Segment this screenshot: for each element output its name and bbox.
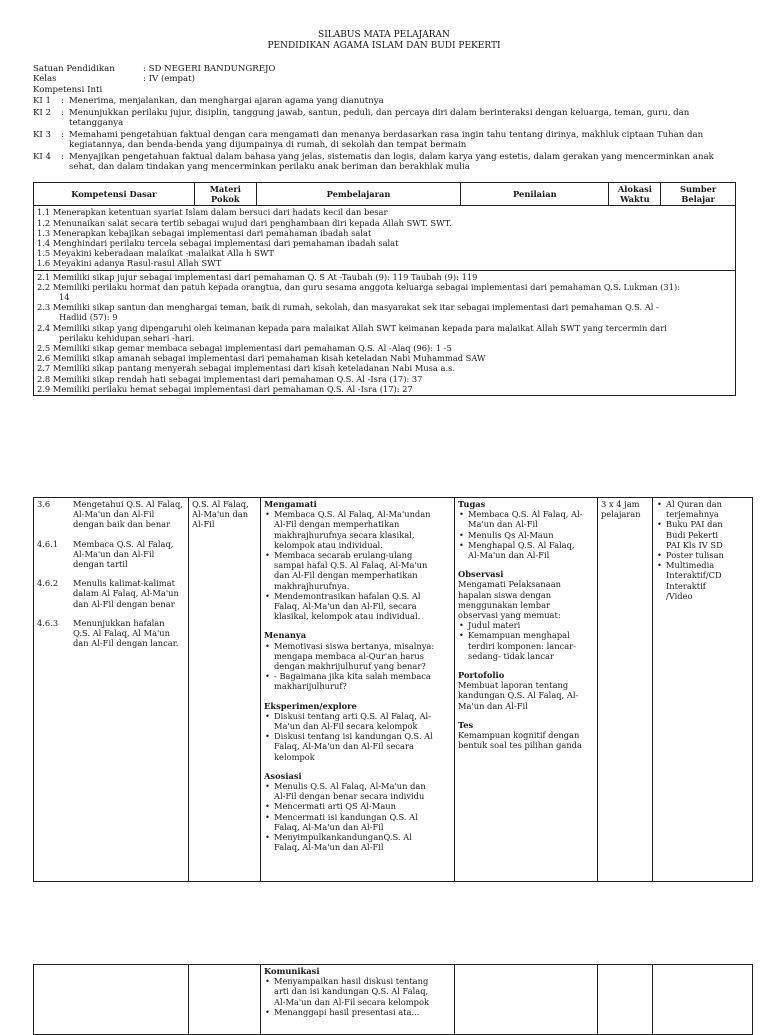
kd-line: Al-Ma'un dan Al-Fil [73, 548, 155, 559]
sumber-line: • Poster tulisan [666, 550, 724, 561]
penilaian-line: Al-Ma'un dan Al-Fil [468, 550, 550, 561]
pembelajaran-list-item [274, 711, 451, 731]
penilaian-line: terdiri komponen: lancar- [468, 640, 576, 651]
kd-text [73, 578, 179, 609]
spacer [264, 692, 451, 701]
materi-line: Al-Ma'un dan [192, 509, 249, 520]
pembelajaran-line: • Mencermati arti QS Al-Maun [274, 801, 396, 812]
kd-line: dan Al-Fil dengan lancar. [73, 638, 179, 649]
pembelajaran-line: • Mencermati isi kandungan Q.S. Al [274, 811, 418, 822]
komunikasi-cell [261, 965, 455, 1035]
ki-separator: : [61, 107, 64, 118]
kd-line: Membaca Q.S. Al Falaq, [73, 538, 174, 549]
spacer [37, 530, 185, 539]
alokasi-line: pelajaran [601, 509, 641, 520]
penilaian-text: hapalan siswa dengan [458, 589, 552, 600]
spacer [458, 661, 594, 670]
kd2-item-cont: 14 [59, 292, 70, 303]
sumber-line: terjemahnya [666, 509, 719, 520]
pembelajaran-line: mengapa membaca al-Qur'an harus [274, 650, 424, 661]
sumber-line: • Al Quran dan [666, 499, 722, 509]
kd-number: 4.6.3 [37, 617, 59, 628]
penilaian-heading: Tugas [458, 499, 486, 509]
pembelajaran-line: kelompok [274, 751, 315, 762]
pembelajaran-line: kelompok atau individual. [274, 539, 383, 550]
pembelajaran-line: makhrajhurufnya. [274, 580, 350, 591]
sumber-line: Interaktif/CD [666, 570, 722, 581]
sumber-list-item [666, 519, 749, 550]
penilaian-line: • Menghapal Q.S. Al Falaq, [468, 539, 575, 550]
kd-line: Q.S. Al Falaq, Al Ma'un [73, 628, 170, 639]
sumber-line: PAI Kls IV SD [666, 539, 723, 550]
pembelajaran-list-item [274, 671, 451, 691]
penilaian-line: sedang- tidak lancar [468, 650, 554, 661]
kd-line: Menunjukkan hafalan [73, 617, 165, 628]
pembelajaran-heading: Mengamati [264, 499, 317, 509]
ki-separator: : [61, 96, 64, 106]
komunikasi-line: • Menyampaikan hasil diskusi tentang [274, 976, 429, 987]
col-header-penilaian: Penilaian [461, 183, 609, 206]
ki-text-cont: sehat, dan dalam tindakan yang mencerminkan perilaku anak beriman dan berakhlak mulia [69, 162, 470, 172]
ki-text: Menyajikan pengetahuan faktual dalam bahasa yang jelas, sistematis dan logis, dalam karya yang estetis, dalam gerakan yang mencerminkan anak [69, 151, 714, 162]
kd-text [73, 618, 178, 649]
kd2-item: 2.9 Memiliki perilaku hemat sebagai implementasi dari pemahaman Q.S. Al -Isra (17): 27 [37, 383, 413, 394]
materi-line: Q.S. Al Falaq, [192, 499, 249, 509]
kd-number: 4.6.2 [37, 578, 59, 589]
doc-subtitle: PENDIDIKAN AGAMA ISLAM DAN BUDI PEKERTI [267, 41, 501, 51]
penilaian-text: Membuat laporan tentang [458, 680, 569, 691]
spacer [264, 762, 451, 771]
komunikasi-list-item [274, 976, 451, 1007]
kelas-value: : IV (empat) [143, 74, 195, 84]
kd-cell [34, 498, 189, 882]
kd-line: Al-Ma'un dan Al-Fil [73, 509, 155, 520]
satuan-label: Satuan Pendidikan [33, 64, 115, 74]
kd-entry [37, 499, 185, 530]
penilaian-list-item [468, 630, 594, 661]
sumber-line: /Video [666, 590, 693, 601]
kd-line: Mengetahui Q.S. Al Falaq, [73, 499, 183, 509]
ki-code: KI 4 [33, 151, 52, 162]
pembelajaran-line: • Memotivasi siswa bertanya, misalnya: [274, 640, 435, 651]
kd1-item: 1.2 Menunaikan salat secara tertib sebagai wujud dari penghambaan diri kepada Allah SWT. SWT. [37, 217, 452, 228]
penilaian-text: menggunakan lembar [458, 599, 550, 610]
pembelajaran-line: Falaq, Al-Ma'un dan Al-Fil secara [274, 741, 414, 752]
kd1-cell [34, 206, 736, 270]
pembelajaran-line: • Mendemontrasikan hafalan Q.S. Al [274, 590, 421, 601]
col-header-alokasi: Alokasi Waktu [609, 183, 661, 206]
kd2-item-cont: Hadiid (57): 9 [59, 312, 118, 323]
ki-text: Menunjukkan perilaku jujur, disiplin, tanggung jawab, santun, peduli, dan percaya diri dalam berinteraksi dengan keluarga, teman, guru, dan [69, 107, 690, 118]
sumber-list [656, 499, 749, 601]
kd-number: 3.6 [37, 499, 51, 509]
komunikasi-heading: Komunikasi [264, 966, 320, 976]
penilaian-text: observasi yang memuat: [458, 610, 561, 621]
penilaian-heading: Observasi [458, 569, 504, 580]
kd-entry [37, 578, 185, 609]
ki-text: Menerima, menjalankan, dan menghargai ajaran agama yang dianutnya [69, 96, 384, 106]
alokasi-cell [598, 498, 653, 882]
ki-code: KI 2 [33, 107, 52, 118]
pembelajaran-list-item [274, 550, 451, 591]
kd-cell-empty [34, 965, 189, 1035]
kd2-item: 2.2 Memiliki perilaku hormat dan patuh kepada orangtua, dan guru sesama anggota keluarga sebagai implementasi dari pemahaman Q.S. Lukman (31): [37, 281, 681, 292]
pembelajaran-line: • Menulis Q.S. Al Falaq, Al-Ma'un dan [274, 781, 426, 792]
pembelajaran-list [264, 509, 451, 621]
penilaian-line: Ma'un dan Al-Fil [468, 519, 538, 530]
kd2-item: 2.8 Memiliki sikap rendah hati sebagai implementasi dari pemahaman Q.S. Al -Isra (17): 37 [37, 373, 423, 384]
pembelajaran-line: Falaq, Al-Ma'un dan Al-Fil, secara [274, 601, 417, 612]
kd2-item: 2.1 Memiliki sikap jujur sebagai implementasi dari pemahaman Q. S At -Taubah (9): 119 Taubah (9): 119 [37, 271, 478, 282]
pembelajaran-line: • Diskusi tentang arti Q.S. Al Falaq, Al- [274, 710, 431, 721]
kd-number: 4.6.1 [37, 538, 59, 549]
pembelajaran-line: • Membaca Q.S. Al Falaq, Al-Ma'undan [274, 509, 431, 520]
kd1-item: 1.1 Menerapkan ketentuan syariat Islam dalam bersuci dari hadats kecil dan besar [37, 207, 388, 218]
penilaian-text: Mengamati Pelaksanaan [458, 579, 561, 590]
doc-title: SILABUS MATA PELAJARAN [318, 30, 450, 40]
kd1-item: 1.5 Meyakini keberadaan malaikat -malaikat Alla h SWT [37, 248, 274, 259]
penilaian-line: • Menulis Qs Al-Maun [468, 529, 554, 540]
sumber-list-item [666, 550, 749, 560]
kd-text [73, 499, 183, 530]
ki-separator: : [61, 129, 64, 140]
ki-text: Memahami pengetahuan faktual dengan cara mengamati dan menanya berdasarkan rasa ingin tahu tentang dirinya, makhluk ciptaan Tuhan dan [69, 129, 704, 140]
pembelajaran-list-item [274, 641, 451, 672]
spacer [458, 711, 594, 720]
sumber-list-item [666, 560, 749, 601]
pembelajaran-list-item [274, 832, 451, 852]
spacer [37, 609, 185, 618]
satuan-value: : SD NEGERI BANDUNGREJO [143, 64, 276, 74]
kd2-item: 2.4 Memiliki sikap yang dipengaruhi oleh keimanan kepada para malaikat Allah SWT keimanan kepada para malaikat Allah SWT yang tercermin dari [37, 322, 667, 333]
sumber-cell-empty [653, 965, 753, 1035]
penilaian-cell-empty [455, 965, 598, 1035]
penilaian-list [458, 509, 594, 560]
pembelajaran-list-item [274, 509, 451, 550]
penilaian-line: • Membaca Q.S. Al Falaq, Al- [468, 509, 583, 520]
pembelajaran-line: sampai hafal Q.S. Al Falaq, Al-Ma'un [274, 560, 428, 571]
sumber-line: Interaktif [666, 580, 706, 591]
kd-line: dengan tartil [73, 559, 128, 570]
col-header-kd: Kompetensi Dasar [34, 183, 195, 206]
pembelajaran-line: • Diskusi tentang isi kandungan Q.S. Al [274, 731, 433, 742]
pembelajaran-heading: Eksperimen/explore [264, 700, 357, 711]
kd-table-3 [33, 964, 753, 1035]
kd-entry [37, 539, 185, 570]
ki-text-cont: kegiatannya, dan benda-benda yang dijumpainya di rumah, di sekolah dan tempat bermain [69, 140, 467, 150]
sumber-line: • Multimedia [666, 560, 715, 571]
pembelajaran-line: makharijulhuruf? [274, 681, 347, 692]
pembelajaran-heading: Menanya [264, 630, 307, 641]
spacer [264, 621, 451, 630]
ki-separator: : [61, 151, 64, 162]
pembelajaran-line: • MenyimpulkankandunganQ.S. Al [274, 832, 412, 843]
kd1-item: 1.4 Menghindari perilaku tercela sebagai implementasi dari pemahaman ibadah salat [37, 238, 399, 249]
penilaian-line: • Kemampuan menghapal [468, 630, 570, 641]
pembelajaran-list-item [274, 781, 451, 801]
col-header-materi: Materi Pokok [194, 183, 256, 206]
kd-line: dalam Al Falaq, Al-Ma'un [73, 588, 179, 599]
komunikasi-list-item [274, 1007, 451, 1017]
pembelajaran-line: Ma'un dan Al-Fil secara kelompok [274, 721, 418, 732]
kd1-item: 1.3 Menerapkan kebajikan sebagai implementasi dari pemahaman ibadah salat [37, 227, 372, 238]
kd2-item: 2.3 Memiliki sikap santun dan menghargai teman, baik di rumah, sekolah, dan masyarakat sek itar sebagai implementasi dari pemahaman Q.S. Al - [37, 302, 659, 313]
alokasi-cell-empty [598, 965, 653, 1035]
komunikasi-list [264, 976, 451, 1017]
kd2-item-cont: perilaku kehidupan sehari -hari. [59, 332, 195, 343]
materi-line: Al-Fil [192, 519, 215, 530]
ki-label: Kompetensi Inti [33, 85, 103, 95]
komunikasi-line: arti dan isi kandungan Q.S. Al Falaq, [274, 986, 429, 997]
kd-text [73, 539, 173, 570]
kd2-item: 2.5 Memiliki sikap gemar membaca sebagai implementasi dari pemahaman Q.S. Al -Alaq (96): 1 -5 [37, 343, 452, 354]
penilaian-line: • Judul materi [468, 620, 521, 631]
pembelajaran-line: dengan makhrijulhuruf yang benar? [274, 661, 426, 672]
penilaian-list-item [468, 540, 594, 560]
sumber-line: • Buku PAI dan [666, 519, 723, 530]
pembelajaran-line: Al-Fil dengan memperhatikan [274, 519, 400, 530]
pembelajaran-list-item [274, 801, 451, 811]
penilaian-cell [455, 498, 598, 882]
kelas-label: Kelas [33, 74, 57, 84]
pembelajaran-line: • Membaca secarab erulang-ulang [274, 550, 413, 561]
pembelajaran-list-item [274, 731, 451, 762]
penilaian-heading: Tes [458, 719, 474, 730]
kd-line: dan Al-Fil dengan benar [73, 598, 175, 609]
pembelajaran-line: klasikal, kelompok atau individual. [274, 611, 421, 622]
pembelajaran-line: dan Al-Fil dengan memperhatikan [274, 570, 418, 581]
pembelajaran-line: Falaq, Al-Ma'un dan Al-Fil [274, 821, 384, 832]
penilaian-list [458, 620, 594, 661]
col-header-sumber: Sumber Belajar [661, 183, 736, 206]
kd-table-1 [33, 182, 736, 396]
kd1-item: 1.6 Meyakini adanya Rasul-rasul Allah SWT [37, 258, 222, 269]
pembelajaran-line: • - Bagaimana jika kita salah membaca [274, 671, 431, 682]
penilaian-heading: Portofolio [458, 670, 505, 681]
ki-code: KI 3 [33, 129, 52, 140]
pembelajaran-heading: Asosiasi [264, 770, 302, 781]
col-header-pembelajaran: Pembelajaran [256, 183, 460, 206]
kd-table-2 [33, 497, 753, 882]
pembelajaran-list [264, 641, 451, 692]
pembelajaran-list-item [274, 591, 451, 622]
pembelajaran-line: Falaq, Al-Ma'un dan Al-Fil [274, 842, 384, 853]
penilaian-list-item [468, 509, 594, 529]
materi-cell [189, 498, 261, 882]
sumber-cell [653, 498, 753, 882]
ki-code: KI 1 [33, 96, 52, 106]
kd-entry [37, 618, 185, 649]
kd-line: dengan baik dan benar [73, 519, 171, 530]
pembelajaran-cell [261, 498, 455, 882]
penilaian-text: Kemampuan kognitif dengan [458, 730, 580, 741]
sumber-list-item [666, 499, 749, 519]
penilaian-list-item [468, 530, 594, 540]
spacer [458, 560, 594, 569]
pembelajaran-line: Al-Fil dengan benar secara individu [274, 791, 425, 802]
pembelajaran-list-item [274, 812, 451, 832]
spacer [37, 569, 185, 578]
materi-cell-empty [189, 965, 261, 1035]
pembelajaran-list [264, 781, 451, 852]
pembelajaran-line: makhrajhurufnya secara klasikal, [274, 529, 415, 540]
penilaian-text: Ma'un dan Al-Fil [458, 700, 528, 711]
sumber-line: Budi Pekerti [666, 529, 719, 540]
penilaian-text: bentuk soal tes pilihan ganda [458, 740, 582, 751]
kd2-item: 2.6 Memiliki sikap amanah sebagai implementasi dari pemahaman kisah keteladan Nabi Muhammad SAW [37, 353, 486, 364]
pembelajaran-list [264, 711, 451, 762]
penilaian-list-item [468, 620, 594, 630]
penilaian-text: kandungan Q.S. Al Falaq, Al- [458, 690, 579, 701]
ki-text-cont: tetangganya [69, 118, 124, 128]
komunikasi-line: • Menanggapi hasil presentasi ata... [274, 1006, 420, 1017]
kd2-cell [34, 270, 736, 395]
kd-line: Menulis kalimat-kalimat [73, 578, 175, 589]
komunikasi-line: Al-Ma'un dan Al-Fil secara kelompok [274, 996, 429, 1007]
kd2-item: 2.7 Memiliki sikap pantang menyerah sebagai implementasi dari kisah keteladanan Nabi Musa a.s. [37, 363, 455, 374]
alokasi-line: 3 x 4 jam [601, 499, 640, 509]
